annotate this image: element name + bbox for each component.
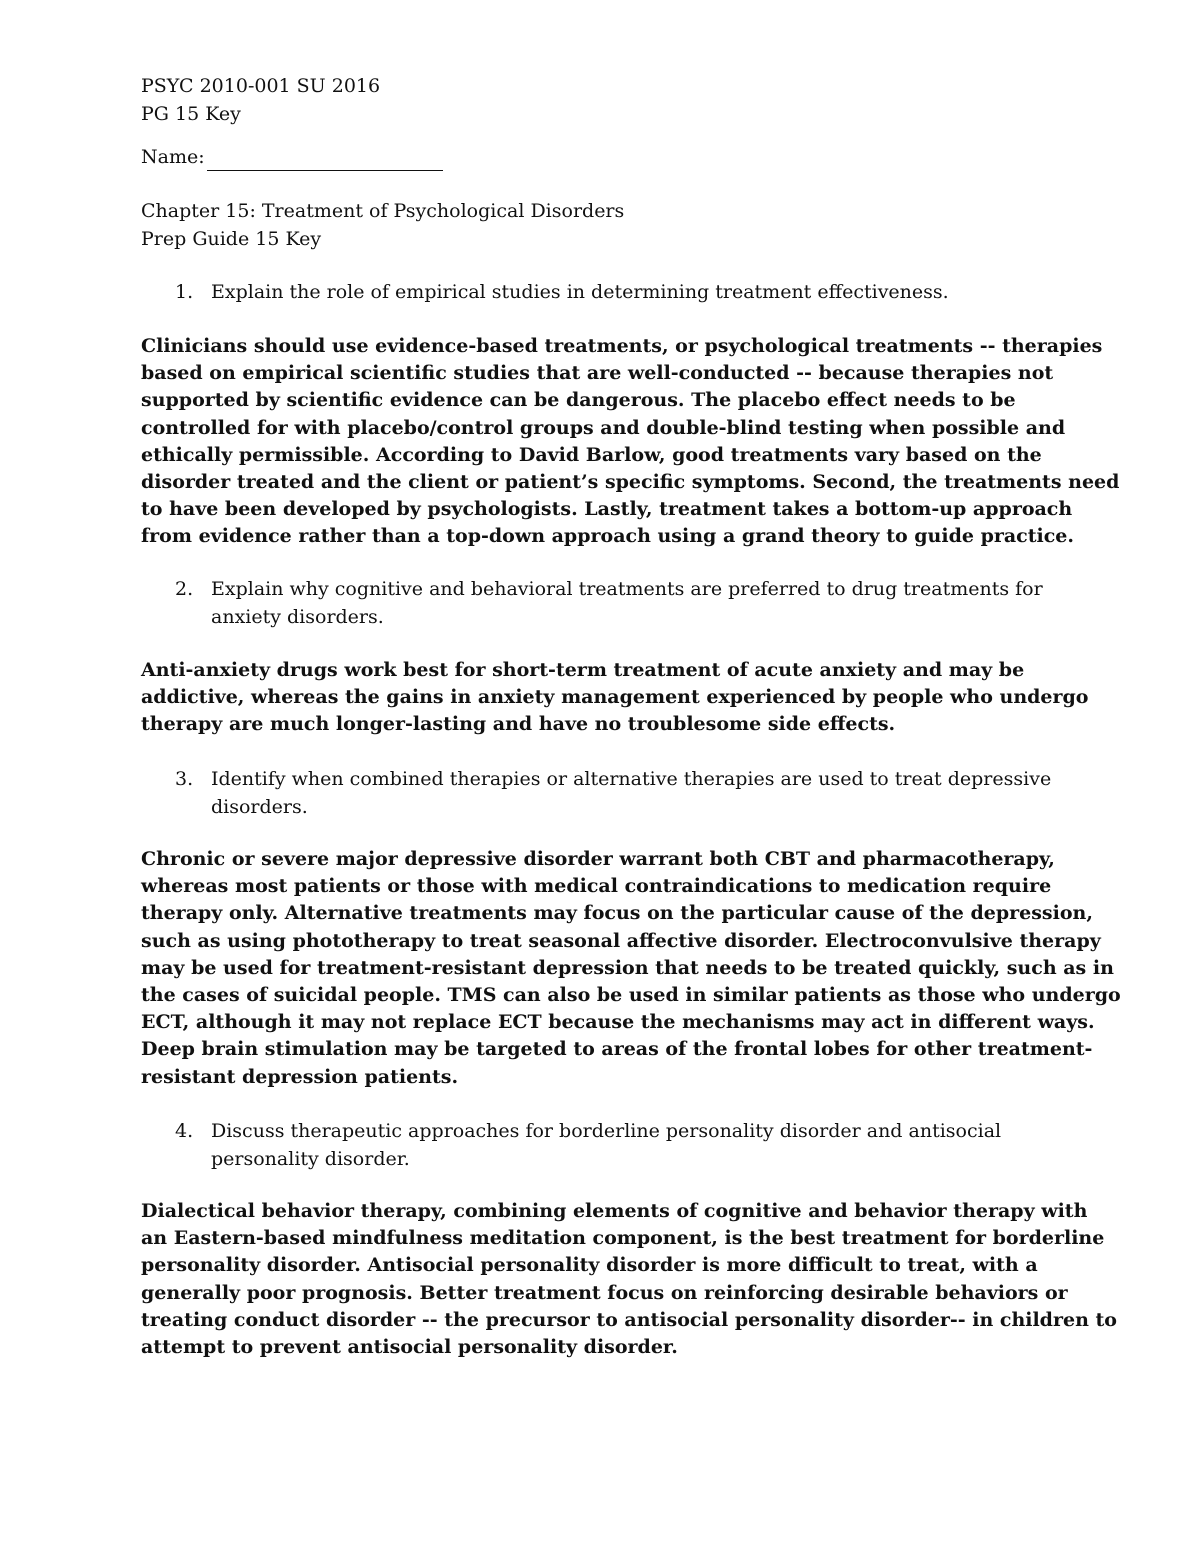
document-header [141, 72, 380, 128]
answer-1 [141, 333, 1120, 551]
answer-line: Anti-anxiety drugs work best for short-term treatment of acute anxiety and may be [141, 659, 1025, 681]
name-field-row [141, 143, 443, 171]
chapter-title: Chapter 15: Treatment of Psychological Disorders [141, 200, 625, 222]
answer-line: therapy only. Alternative treatments may focus on the particular cause of the depression, [141, 902, 1093, 925]
answer-line: may be used for treatment-resistant depression that needs to be treated quickly, such as in [141, 956, 1114, 979]
answer-line: from evidence rather than a top-down approach using a grand theory to guide practice. [141, 525, 1075, 548]
answer-line: the cases of suicidal people. TMS can also be used in similar patients as those who undergo [141, 984, 1121, 1007]
question-number: 4. [175, 1120, 194, 1142]
answer-line: Clinicians should use evidence-based treatments, or psychological treatments -- therapies [141, 335, 1103, 357]
answer-line: disorder treated and the client or patient’s specific symptoms. Second, the treatments need [141, 471, 1120, 494]
question-1 [175, 278, 1055, 306]
answer-line: based on empirical scientific studies that are well-conducted -- because therapies not [141, 362, 1054, 385]
question-number: 2. [175, 578, 194, 600]
answer-3 [141, 846, 1121, 1091]
question-3 [175, 765, 1055, 821]
answer-line: personality disorder. Antisocial personality disorder is more difficult to treat, with a [141, 1254, 1038, 1277]
chapter-subtitle: Prep Guide 15 Key [141, 228, 322, 250]
question-line: Explain the role of empirical studies in determining treatment effectiveness. [211, 281, 949, 303]
question-line: disorders. [211, 796, 308, 818]
name-label: Name: [141, 146, 205, 168]
answer-4 [141, 1198, 1117, 1361]
answer-line: addictive, whereas the gains in anxiety management experienced by people who undergo [141, 686, 1089, 709]
answer-line: attempt to prevent antisocial personality disorder. [141, 1336, 678, 1359]
answer-line: treating conduct disorder -- the precursor to antisocial personality disorder-- in children to [141, 1308, 1117, 1331]
question-line: Discuss therapeutic approaches for borderline personality disorder and antisocial [211, 1120, 1002, 1142]
chapter-heading [141, 197, 624, 253]
question-line: Identify when combined therapies or alternative therapies are used to treat depressive [211, 768, 1052, 790]
question-line: anxiety disorders. [211, 606, 384, 628]
question-text [211, 1117, 1055, 1173]
question-text [211, 765, 1055, 821]
question-text [211, 278, 1055, 306]
question-line: Explain why cognitive and behavioral treatments are preferred to drug treatments for [211, 578, 1043, 600]
answer-line: Chronic or severe major depressive disorder warrant both CBT and pharmacotherapy, [141, 848, 1055, 870]
guide-title: PG 15 Key [141, 103, 241, 125]
question-line: personality disorder. [211, 1148, 410, 1170]
question-4 [175, 1117, 1055, 1173]
answer-2 [141, 657, 1089, 739]
question-number: 1. [175, 281, 194, 303]
answer-line: controlled for with placebo/control groups and double-blind testing when possible and [141, 416, 1066, 439]
answer-line: Deep brain stimulation may be targeted to areas of the frontal lobes for other treatment- [141, 1038, 1093, 1061]
answer-line: to have been developed by psychologists. Lastly, treatment takes a bottom-up approach [141, 498, 1073, 521]
answer-line: supported by scientific evidence can be dangerous. The placebo effect needs to be [141, 389, 1016, 412]
name-blank-line [207, 150, 443, 171]
answer-line: resistant depression patients. [141, 1065, 459, 1088]
course-code: PSYC 2010-001 SU 2016 [141, 75, 381, 97]
question-text [211, 575, 1055, 631]
answer-line: Dialectical behavior therapy, combining elements of cognitive and behavior therapy with [141, 1200, 1088, 1222]
answer-line: generally poor prognosis. Better treatment focus on reinforcing desirable behaviors or [141, 1281, 1068, 1304]
answer-line: ethically permissible. According to David Barlow, good treatments vary based on the [141, 443, 1042, 466]
answer-line: therapy are much longer-lasting and have no troublesome side effects. [141, 713, 896, 736]
answer-line: ECT, although it may not replace ECT because the mechanisms may act in different ways. [141, 1011, 1095, 1034]
question-number: 3. [175, 768, 194, 790]
answer-line: whereas most patients or those with medical contraindications to medication require [141, 875, 1052, 898]
answer-line: such as using phototherapy to treat seasonal affective disorder. Electroconvulsive therapy [141, 929, 1101, 952]
answer-line: an Eastern-based mindfulness meditation component, is the best treatment for borderline [141, 1227, 1105, 1250]
question-2 [175, 575, 1055, 631]
